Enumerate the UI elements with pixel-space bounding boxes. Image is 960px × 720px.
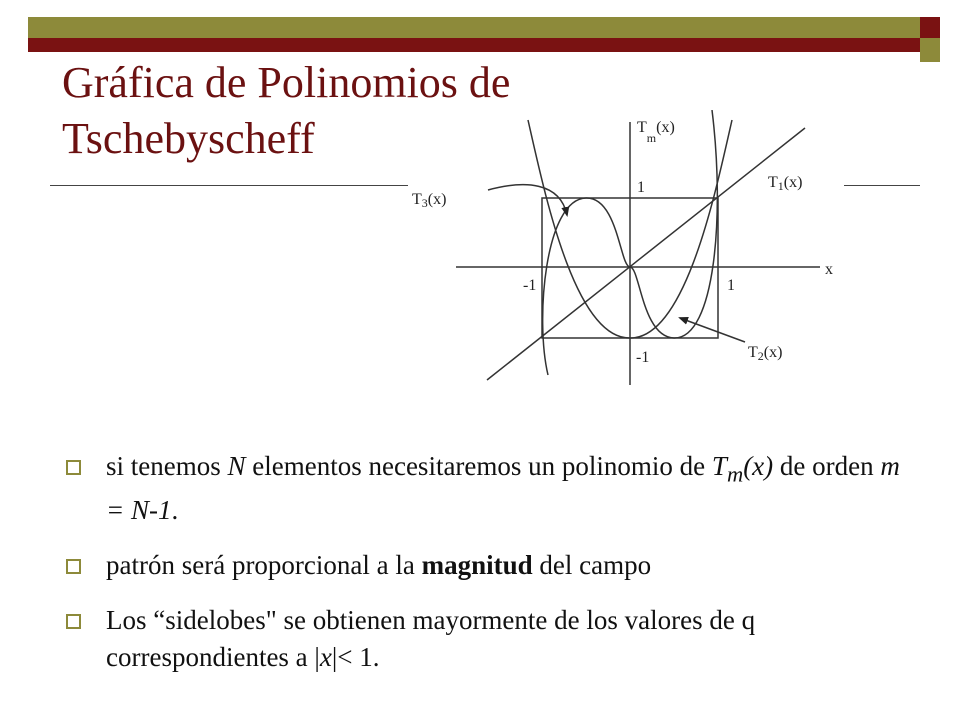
header-bar-olive [28,17,940,38]
corner-block-olive [920,38,940,62]
header-bar-maroon [28,38,940,52]
bullet-marker-icon [66,559,81,574]
t3-arrow [488,185,567,215]
t1-curve [487,128,805,380]
slide-title: Gráfica de Polinomios de Tschebyscheff [62,58,511,163]
header-bar [28,17,940,55]
bullet-item: si tenemos N elementos necesitaremos un polinomio de $T_m(x)$ de orden m = N-1. [62,448,922,529]
bullet-list [62,448,922,694]
corner-block-maroon [920,17,940,38]
bullet-marker-icon [66,460,81,475]
x-tick-neg-one: -1 [523,277,537,294]
t3-label: T3(x) [412,191,447,210]
t1-label: T1(x) [768,174,803,193]
y-tick-neg-one: -1 [636,349,650,366]
bullet-marker-icon [66,614,81,629]
x-tick-one: 1 [727,277,735,294]
bullet-item: Los “sidelobes" se obtienen mayormente de los valores de q correspondientes a |x|< 1. [62,602,922,676]
title-rule-right [844,185,920,186]
x-axis-label: x [825,261,833,278]
tm-label: $T_m(x)$ [637,119,675,145]
t2-label: T2(x) [748,344,783,363]
title-rule-left [50,185,408,186]
bullet-item: patrón será proporcional a la magnitud del campo [62,547,922,584]
y-tick-one: 1 [637,179,645,196]
chebyshev-diagram [400,110,850,400]
